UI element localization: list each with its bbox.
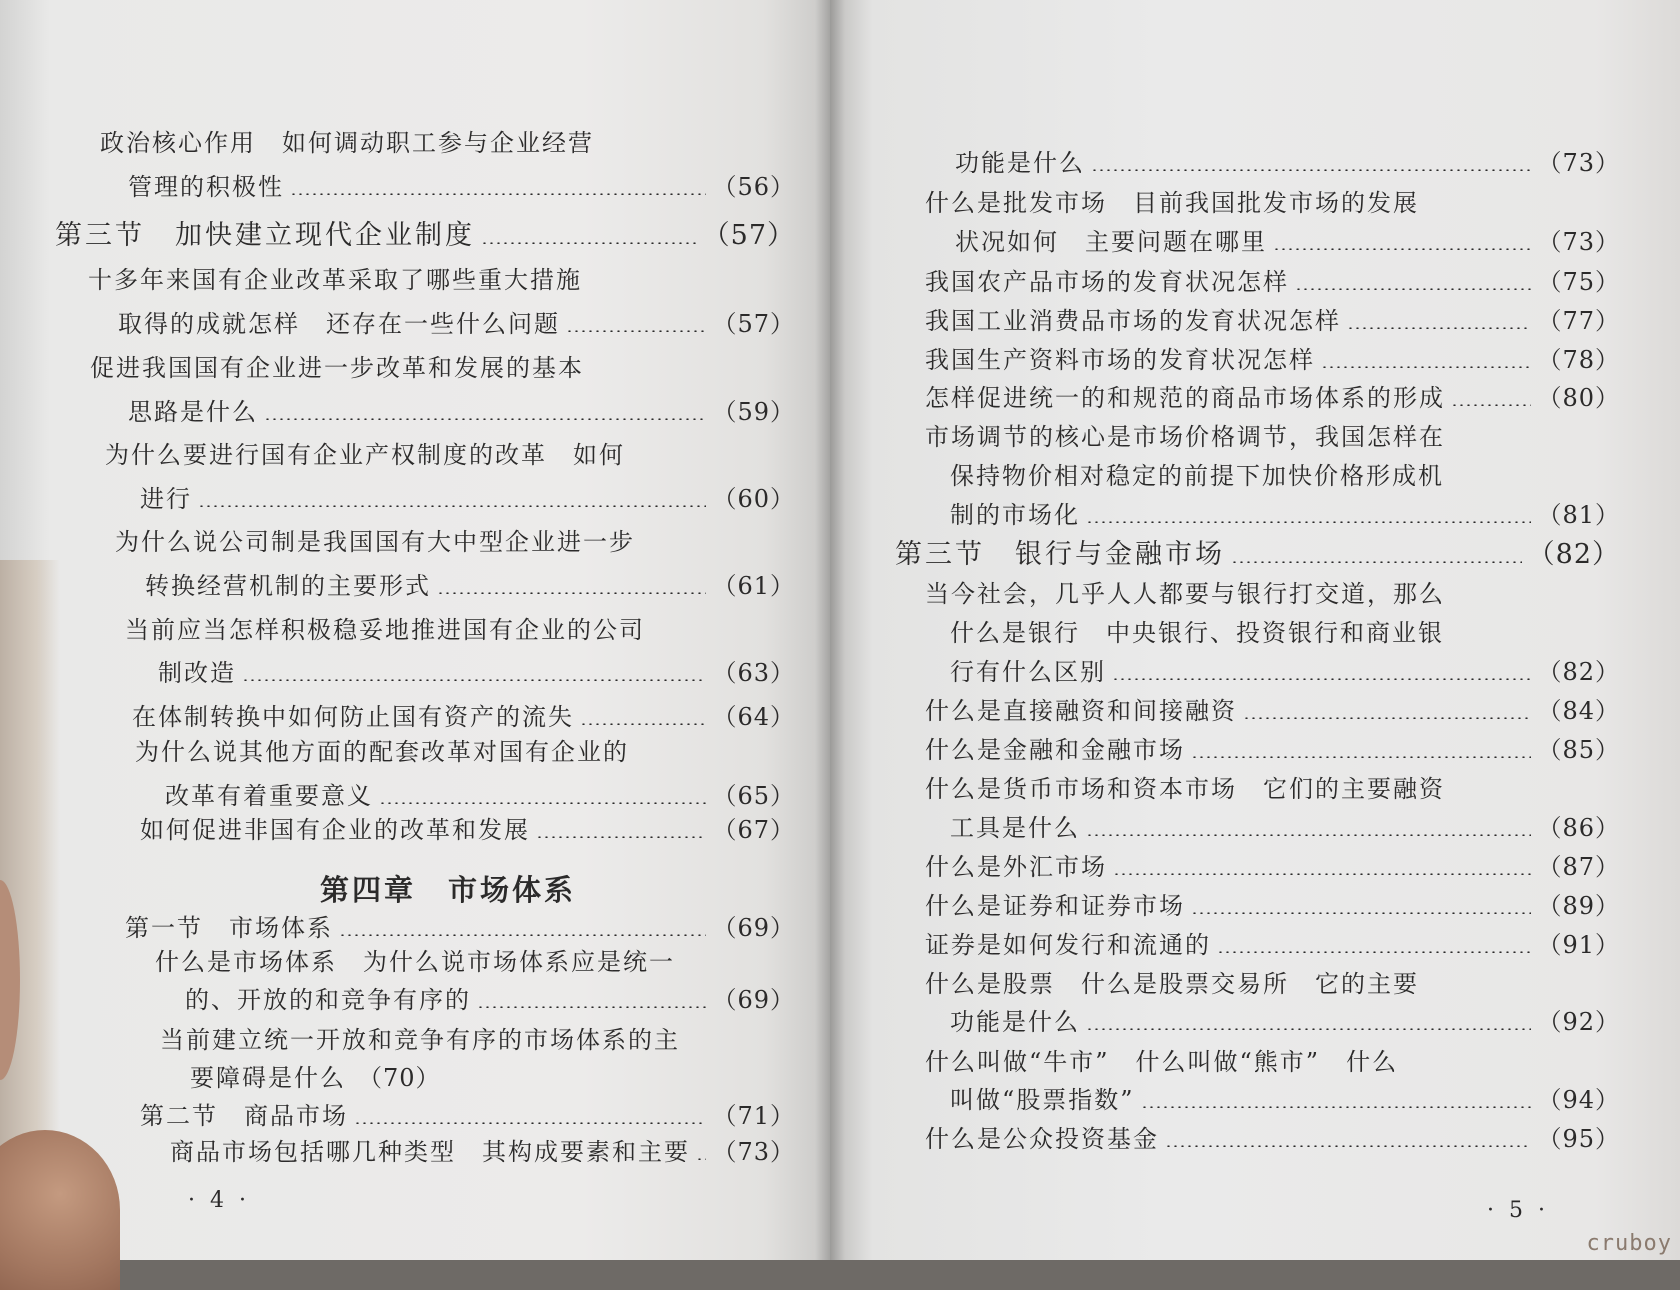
toc-entry bbox=[950, 459, 1444, 493]
toc-entry-title: 什么是批发市场 目前我国批发市场的发展 bbox=[925, 189, 1419, 217]
dot-leader bbox=[264, 418, 706, 420]
toc-entry-title: 什么是股票 什么是股票交易所 它的主要 bbox=[925, 970, 1419, 998]
toc-entry-page: （75） bbox=[1537, 268, 1620, 296]
toc-entry-page: （73） bbox=[1537, 149, 1620, 177]
page-number-right: · 5 · bbox=[1487, 1198, 1549, 1223]
toc-entry-title: 什么是证券和证券市场 bbox=[925, 892, 1185, 920]
toc-entry-title: 要障碍是什么 bbox=[190, 1064, 346, 1092]
toc-entry-title: 什么是直接融资和间接融资 bbox=[925, 697, 1237, 725]
dot-leader bbox=[536, 836, 706, 838]
toc-entry bbox=[950, 1083, 1620, 1117]
toc-entry bbox=[925, 381, 1620, 415]
toc-entry-title: 什么是外汇市场 bbox=[925, 853, 1107, 881]
toc-entry-page: （85） bbox=[1537, 736, 1620, 764]
toc-entry-page: （91） bbox=[1537, 931, 1620, 959]
left-page bbox=[0, 0, 830, 1260]
toc-entry-page: （87） bbox=[1537, 853, 1620, 881]
toc-entry bbox=[925, 577, 1445, 611]
toc-entry-title: 进行 bbox=[140, 485, 192, 513]
toc-entry bbox=[155, 945, 675, 979]
toc-entry-title: 功能是什么 bbox=[955, 149, 1085, 177]
toc-entry-title: 转换经营机制的主要形式 bbox=[145, 572, 431, 600]
toc-entry bbox=[925, 694, 1620, 728]
toc-entry-page: （84） bbox=[1537, 697, 1620, 725]
toc-entry-title: 功能是什么 bbox=[950, 1008, 1080, 1036]
toc-entry bbox=[90, 351, 584, 385]
toc-entry-page: （65） bbox=[712, 782, 795, 810]
toc-entry-title: 什么是市场体系 为什么说市场体系应是统一 bbox=[155, 948, 675, 976]
toc-entry-title: 为什么要进行国有企业产权制度的改革 如何 bbox=[105, 441, 625, 469]
toc-entry bbox=[128, 395, 795, 429]
toc-entry-page: （57） bbox=[702, 220, 795, 251]
toc-entry bbox=[925, 186, 1419, 220]
toc-entry-title: 行有什么区别 bbox=[950, 658, 1106, 686]
toc-entry-title: 什么叫做“牛市” 什么叫做“熊市” 什么 bbox=[925, 1048, 1399, 1076]
dot-leader bbox=[1141, 1106, 1532, 1108]
toc-entry bbox=[955, 146, 1620, 180]
toc-entry bbox=[950, 498, 1620, 532]
dot-leader bbox=[379, 802, 706, 804]
toc-entry-title: 思路是什么 bbox=[128, 398, 258, 426]
dot-leader bbox=[198, 505, 706, 507]
toc-entry bbox=[925, 265, 1620, 299]
dot-leader bbox=[1273, 248, 1531, 250]
toc-entry bbox=[145, 569, 795, 603]
toc-entry-title: 什么是货币市场和资本市场 它们的主要融资 bbox=[925, 775, 1445, 803]
toc-entry-page: （77） bbox=[1537, 307, 1620, 335]
toc-entry-title: 为什么说公司制是我国国有大中型企业进一步 bbox=[115, 528, 635, 556]
toc-entry bbox=[125, 613, 645, 647]
toc-entry bbox=[950, 616, 1444, 650]
dot-leader bbox=[1217, 951, 1531, 953]
toc-entry-title: 十多年来国有企业改革采取了哪些重大措施 bbox=[88, 266, 582, 294]
toc-entry bbox=[925, 889, 1620, 923]
toc-entry bbox=[185, 983, 795, 1017]
toc-entry bbox=[140, 813, 795, 847]
toc-entry bbox=[925, 420, 1445, 454]
toc-entry bbox=[925, 1122, 1620, 1156]
dot-leader bbox=[1086, 1028, 1531, 1030]
toc-entry bbox=[925, 304, 1620, 338]
dot-leader bbox=[1165, 1145, 1531, 1147]
toc-entry-page: （61） bbox=[712, 572, 795, 600]
toc-entry-title: 商品市场包括哪几种类型 其构成要素和主要 bbox=[170, 1138, 690, 1166]
toc-entry-title: 当前建立统一开放和竞争有序的市场体系的主 bbox=[160, 1026, 680, 1054]
dot-leader bbox=[477, 1006, 706, 1008]
toc-entry bbox=[160, 1023, 680, 1057]
toc-entry bbox=[158, 656, 795, 690]
toc-entry-page: （95） bbox=[1537, 1125, 1620, 1153]
toc-entry-title: 第二节 商品市场 bbox=[140, 1102, 348, 1130]
toc-entry bbox=[135, 735, 629, 769]
toc-entry-page: （86） bbox=[1537, 814, 1620, 842]
toc-entry-page: （82） bbox=[1537, 658, 1620, 686]
toc-entry-page: （92） bbox=[1537, 1008, 1620, 1036]
toc-entry bbox=[925, 1045, 1398, 1079]
dot-leader bbox=[1191, 912, 1531, 914]
toc-entry-page: （69） bbox=[712, 914, 795, 942]
dot-leader bbox=[339, 934, 706, 936]
toc-entry bbox=[88, 263, 582, 297]
toc-entry-title: 在体制转换中如何防止国有资产的流失 bbox=[132, 703, 574, 731]
toc-entry-title: 什么是银行 中央银行、投资银行和商业银 bbox=[950, 619, 1444, 647]
toc-entry bbox=[955, 225, 1620, 259]
dot-leader bbox=[1321, 366, 1531, 368]
dot-leader bbox=[1113, 873, 1531, 875]
dot-leader bbox=[242, 679, 706, 681]
toc-entry-title: 的、开放的和竞争有序的 bbox=[185, 986, 471, 1014]
toc-entry bbox=[165, 779, 795, 813]
toc-left bbox=[0, 0, 830, 1260]
toc-entry-title: 为什么说其他方面的配套改革对国有企业的 bbox=[135, 738, 629, 766]
dot-leader bbox=[1086, 834, 1531, 836]
toc-entry-page: （71） bbox=[712, 1102, 795, 1130]
toc-entry-title: 我国农产品市场的发育状况怎样 bbox=[925, 268, 1289, 296]
dot-leader bbox=[1231, 561, 1522, 563]
toc-entry-title: 改革有着重要意义 bbox=[165, 782, 373, 810]
toc-entry bbox=[190, 1061, 441, 1095]
right-page bbox=[830, 0, 1680, 1260]
toc-entry bbox=[125, 911, 795, 945]
toc-entry-title: 保持物价相对稳定的前提下加快价格形成机 bbox=[950, 462, 1444, 490]
toc-entry-title: 我国生产资料市场的发育状况怎样 bbox=[925, 346, 1315, 374]
toc-entry-page: （67） bbox=[712, 816, 795, 844]
toc-entry bbox=[105, 438, 625, 472]
toc-entry bbox=[925, 850, 1620, 884]
toc-entry bbox=[55, 219, 795, 253]
toc-entry-title: 叫做“股票指数” bbox=[950, 1086, 1135, 1114]
toc-entry bbox=[925, 928, 1620, 962]
toc-entry-title: 促进我国国有企业进一步改革和发展的基本 bbox=[90, 354, 584, 382]
dot-leader bbox=[1191, 756, 1531, 758]
toc-entry bbox=[128, 170, 795, 204]
toc-entry-title: 取得的成就怎样 还存在一些什么问题 bbox=[118, 310, 560, 338]
dot-leader bbox=[481, 242, 697, 244]
toc-entry-title: 市场调节的核心是市场价格调节，我国怎样在 bbox=[925, 423, 1445, 451]
dot-leader bbox=[354, 1122, 706, 1124]
toc-entry-title: 制改造 bbox=[158, 659, 236, 687]
toc-entry-page: （70） bbox=[358, 1064, 441, 1092]
dot-leader bbox=[1086, 521, 1531, 523]
toc-entry-page: （78） bbox=[1537, 346, 1620, 374]
toc-entry-title: 管理的积极性 bbox=[128, 173, 284, 201]
toc-entry-title: 我国工业消费品市场的发育状况怎样 bbox=[925, 307, 1341, 335]
page-number-left: · 4 · bbox=[188, 1188, 250, 1213]
dot-leader bbox=[1347, 327, 1531, 329]
toc-entry-page: （69） bbox=[712, 986, 795, 1014]
dot-leader bbox=[290, 193, 706, 195]
toc-entry bbox=[170, 1135, 795, 1169]
toc-entry bbox=[140, 482, 795, 516]
toc-entry-title: 状况如何 主要问题在哪里 bbox=[955, 228, 1267, 256]
dot-leader bbox=[1243, 717, 1531, 719]
toc-entry bbox=[140, 1099, 795, 1133]
toc-entry bbox=[118, 307, 795, 341]
toc-entry-title: 第三节 银行与金融市场 bbox=[895, 539, 1225, 570]
dot-leader bbox=[566, 330, 706, 332]
toc-entry bbox=[950, 811, 1620, 845]
toc-entry-page: （73） bbox=[1537, 228, 1620, 256]
dot-leader bbox=[1451, 404, 1531, 406]
toc-entry-page: （80） bbox=[1537, 384, 1620, 412]
toc-entry-title: 当前应当怎样积极稳妥地推进国有企业的公司 bbox=[125, 616, 645, 644]
toc-entry bbox=[895, 538, 1620, 572]
toc-entry-title: 第三节 加快建立现代企业制度 bbox=[55, 220, 475, 251]
toc-right bbox=[830, 0, 1680, 1260]
toc-entry-page: （89） bbox=[1537, 892, 1620, 920]
toc-entry bbox=[950, 655, 1620, 689]
toc-entry-title: 制的市场化 bbox=[950, 501, 1080, 529]
toc-entry bbox=[115, 525, 635, 559]
toc-entry bbox=[925, 967, 1419, 1001]
toc-entry-page: （82） bbox=[1527, 539, 1620, 570]
toc-entry-page: （81） bbox=[1537, 501, 1620, 529]
toc-entry-page: （94） bbox=[1537, 1086, 1620, 1114]
dot-leader bbox=[1112, 678, 1531, 680]
dot-leader bbox=[696, 1158, 706, 1160]
toc-entry-title: 什么是公众投资基金 bbox=[925, 1125, 1159, 1153]
dot-leader bbox=[1295, 288, 1531, 290]
toc-entry bbox=[925, 772, 1445, 806]
toc-entry-title: 如何促进非国有企业的改革和发展 bbox=[140, 816, 530, 844]
toc-entry-title: 第一节 市场体系 bbox=[125, 914, 333, 942]
dot-leader bbox=[437, 592, 706, 594]
toc-entry-title: 怎样促进统一的和规范的商品市场体系的形成 bbox=[925, 384, 1445, 412]
toc-entry bbox=[925, 343, 1620, 377]
toc-entry bbox=[925, 733, 1620, 767]
dot-leader bbox=[580, 723, 706, 725]
chapter-title: 第四章 市场体系 bbox=[320, 873, 577, 907]
watermark: cruboy bbox=[1586, 1231, 1672, 1256]
toc-entry-page: （56） bbox=[712, 173, 795, 201]
toc-entry-page: （60） bbox=[712, 485, 795, 513]
toc-entry bbox=[100, 126, 594, 160]
toc-entry-page: （73） bbox=[712, 1138, 795, 1166]
toc-entry-page: （64） bbox=[712, 703, 795, 731]
toc-entry-page: （57） bbox=[712, 310, 795, 338]
toc-entry-page: （59） bbox=[712, 398, 795, 426]
toc-entry-title: 什么是金融和金融市场 bbox=[925, 736, 1185, 764]
toc-entry bbox=[132, 700, 795, 734]
toc-entry-title: 政治核心作用 如何调动职工参与企业经营 bbox=[100, 129, 594, 157]
dot-leader bbox=[1091, 169, 1531, 171]
book-gutter bbox=[815, 0, 845, 1260]
toc-entry-title: 工具是什么 bbox=[950, 814, 1080, 842]
toc-entry-title: 当今社会，几乎人人都要与银行打交道，那么 bbox=[925, 580, 1445, 608]
toc-entry-title: 证券是如何发行和流通的 bbox=[925, 931, 1211, 959]
toc-entry-page: （63） bbox=[712, 659, 795, 687]
toc-entry bbox=[950, 1005, 1620, 1039]
